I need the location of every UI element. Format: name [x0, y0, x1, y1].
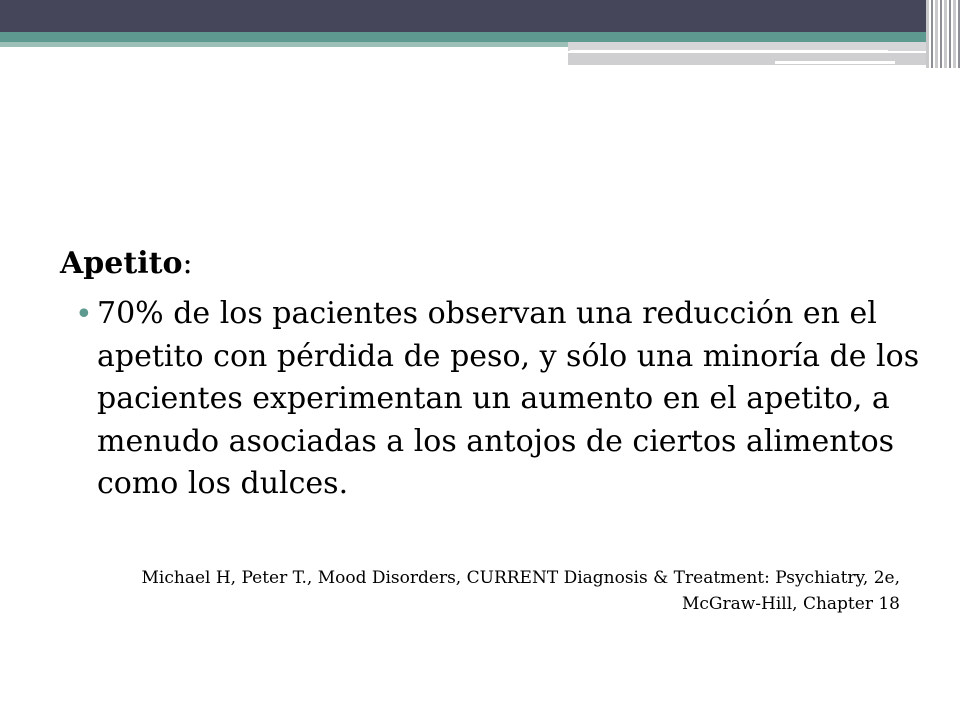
bullet-icon: • — [75, 297, 93, 332]
header-white-line — [570, 50, 888, 52]
corner-stripes-decoration — [926, 0, 960, 68]
slide-heading — [60, 242, 193, 286]
header-dark-bar — [0, 0, 960, 32]
bullet-item — [75, 293, 920, 506]
header-white-line-lower — [775, 61, 895, 64]
bullet-text: 70% de los pacientes observan una reducción en el apetito con pérdida de peso, y sólo una minoría de los pacientes experimentan un aumento en el apetito, a menudo asociadas a los antojos de ciertos alimentos como los dulces. — [97, 296, 920, 501]
header-teal-bar — [0, 32, 945, 42]
header-teal-light-bar — [0, 42, 568, 47]
heading-suffix: : — [182, 246, 193, 281]
heading-bold-text: Apetito — [60, 246, 183, 281]
citation-text: Michael H, Peter T., Mood Disorders, CURRENT Diagnosis & Treatment: Psychiatry, 2e, McGraw-Hill, Chapter 18 — [141, 568, 900, 614]
